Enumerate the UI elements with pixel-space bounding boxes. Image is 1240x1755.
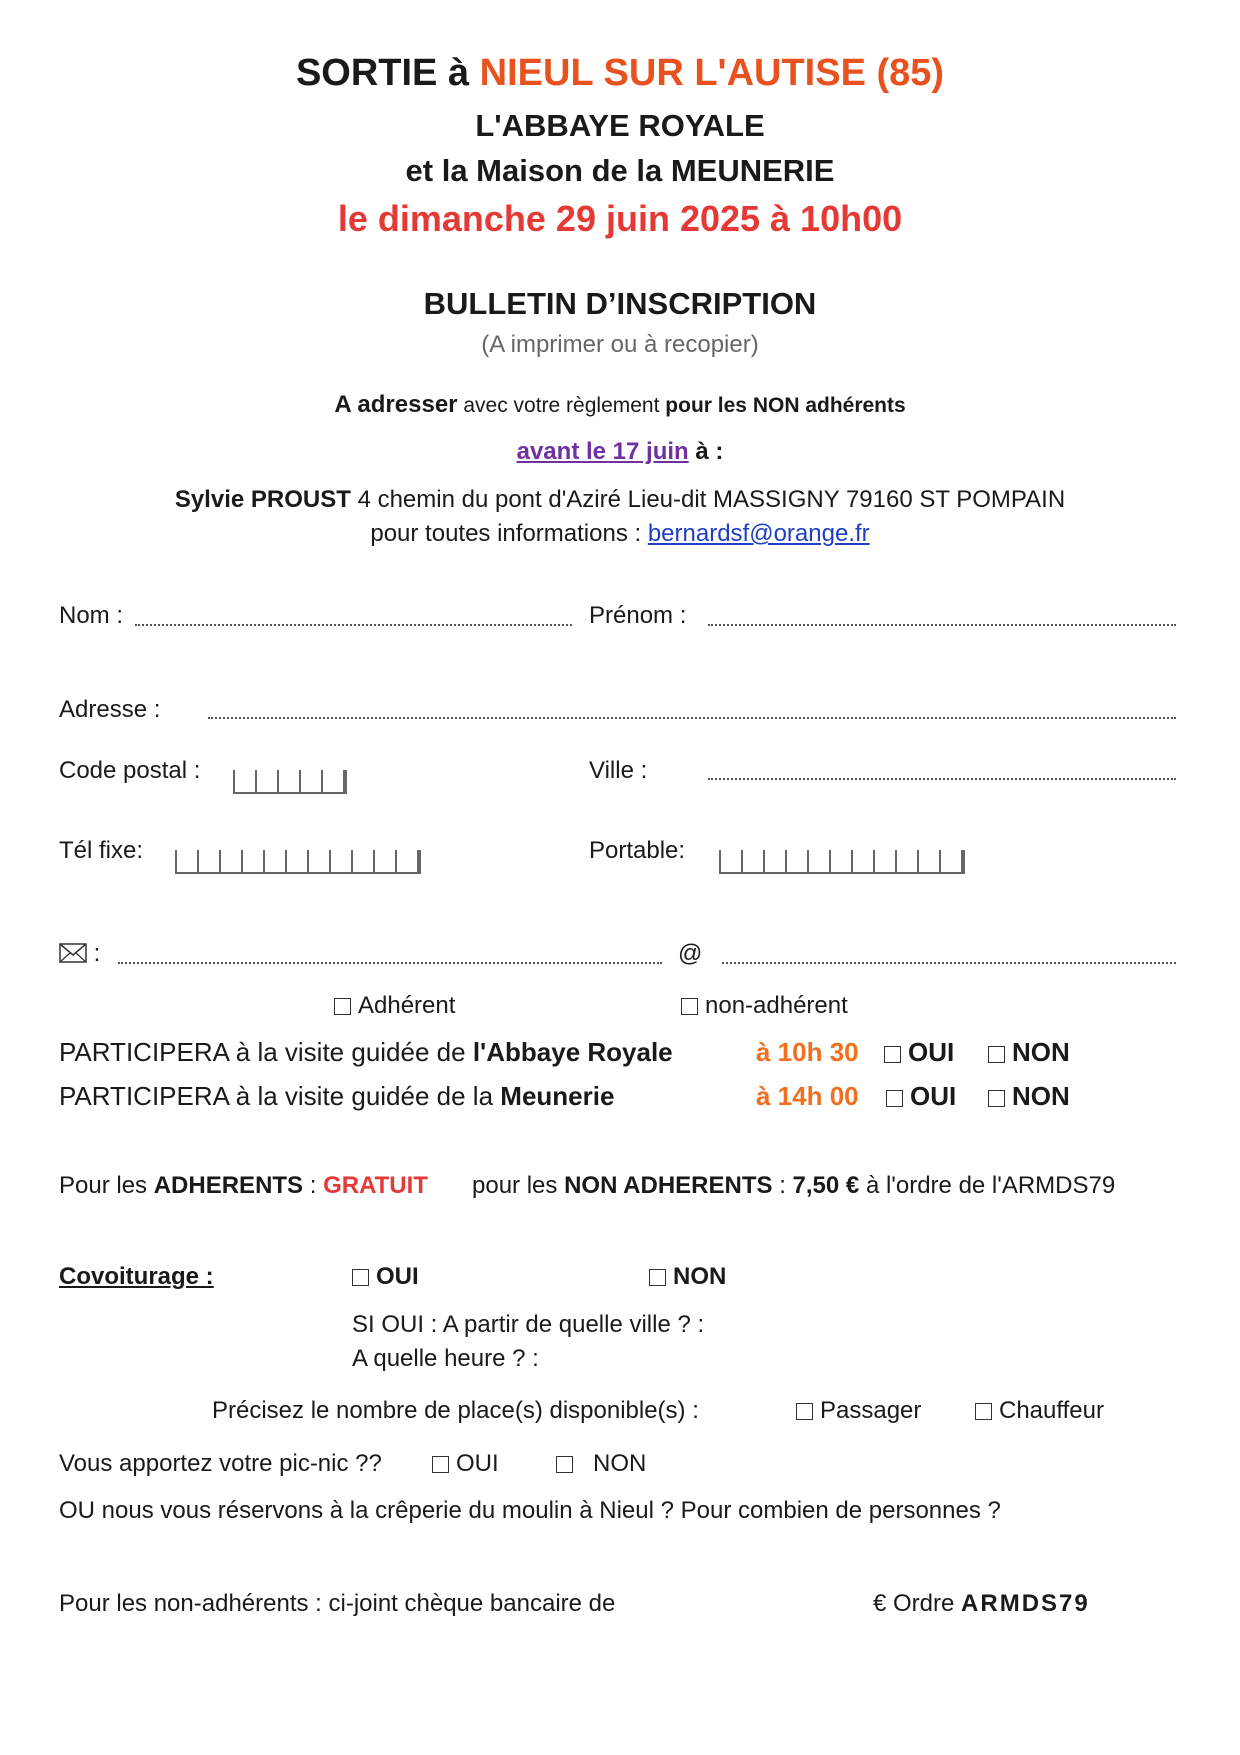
chauffeur-checkbox[interactable]: [975, 1403, 992, 1420]
contact-address: 4 chemin du pont d'Aziré Lieu-dit MASSIGNY 79160 ST POMPAIN: [357, 486, 1066, 513]
payment-ordre: ARMDS79: [961, 1590, 1090, 1617]
title-line-2: L'ABBAYE ROYALE: [475, 108, 765, 143]
info-line: [0, 520, 1240, 548]
address-intro-bold: A adresser: [334, 391, 458, 418]
picnic-non[interactable]: [556, 1450, 646, 1478]
email-row: [59, 940, 100, 968]
creperie-question: OU nous vous réservons à la crêperie du moulin à Nieul ? Pour combien de personnes ?: [59, 1497, 1001, 1524]
ville-label: Ville :: [589, 757, 648, 784]
nom-field[interactable]: [135, 624, 572, 626]
portable-field[interactable]: [719, 850, 965, 874]
picnic-non-checkbox[interactable]: [556, 1456, 573, 1473]
title-prefix: SORTIE à: [295, 52, 470, 94]
picnic-question: Vous apportez votre pic-nic ??: [59, 1450, 382, 1477]
bulletin-title: BULLETIN D’INSCRIPTION: [423, 286, 817, 321]
portable-label: Portable:: [589, 837, 686, 864]
bulletin-subtitle: (A imprimer ou à recopier): [481, 331, 759, 358]
adherent-label: Adhérent: [358, 992, 456, 1019]
chauffeur-label: Chauffeur: [999, 1397, 1104, 1424]
non-label: NON: [1012, 1081, 1070, 1111]
non-label: NON: [673, 1263, 727, 1290]
visit-abbaye-non-checkbox[interactable]: [988, 1046, 1005, 1063]
payment-order: [873, 1590, 1090, 1618]
payment-euro: € Ordre: [873, 1590, 955, 1617]
passager-label: Passager: [820, 1397, 922, 1424]
adresse-field[interactable]: [208, 717, 1176, 719]
picnic-oui[interactable]: [432, 1450, 499, 1478]
email-field-user[interactable]: [118, 962, 662, 964]
pricing-non-adherents: [472, 1172, 1115, 1200]
prenom-label: Prénom :: [589, 602, 687, 629]
adherent-option[interactable]: [334, 992, 455, 1020]
info-label: pour toutes informations :: [370, 520, 642, 547]
non-adherent-label: non-adhérent: [705, 992, 848, 1019]
contact-line: [0, 486, 1240, 514]
address-intro-bold-2: pour les NON adhérents: [665, 394, 906, 417]
info-email-link[interactable]: bernardsf@orange.fr: [647, 520, 870, 547]
visit-place: Meunerie: [500, 1081, 615, 1111]
pricing-bold: ADHERENTS: [153, 1172, 304, 1199]
passager-checkbox[interactable]: [796, 1403, 813, 1420]
non-label: NON: [1012, 1037, 1070, 1067]
at-sign: @: [678, 940, 703, 967]
title-place: NIEUL SUR L'AUTISE (85): [479, 52, 945, 94]
pricing-text: pour les: [472, 1172, 558, 1199]
visit-time-abbaye: à 10h 30: [756, 1037, 859, 1067]
visit-meunerie-oui[interactable]: [886, 1081, 956, 1112]
visit-time-meunerie: à 14h 00: [756, 1081, 859, 1111]
tel-field[interactable]: [175, 850, 421, 874]
event-date: le dimanche 29 juin 2025 à 10h00: [337, 198, 903, 239]
email-field-domain[interactable]: [722, 962, 1176, 964]
deadline-line: [0, 438, 1240, 466]
covoiturage-label: Covoiturage :: [59, 1263, 214, 1290]
code-postal-label: Code postal :: [59, 757, 201, 784]
picnic-oui-checkbox[interactable]: [432, 1456, 449, 1473]
email-colon: :: [93, 940, 101, 967]
non-adherent-option[interactable]: [681, 992, 848, 1020]
visit-prefix: PARTICIPERA à la visite guidée de la: [59, 1081, 494, 1111]
pricing-free: GRATUIT: [323, 1172, 428, 1199]
pricing-order: à l'ordre de l'ARMDS79: [865, 1172, 1116, 1199]
adresse-label: Adresse :: [59, 696, 161, 723]
title-line-3: et la Maison de la MEUNERIE: [405, 153, 835, 188]
covoiturage-oui-checkbox[interactable]: [352, 1269, 369, 1286]
visit-row-meunerie: [59, 1081, 614, 1112]
pricing-colon: :: [309, 1172, 317, 1199]
tel-label: Tél fixe:: [59, 837, 144, 864]
deadline-suffix: à :: [695, 438, 724, 465]
visit-meunerie-oui-checkbox[interactable]: [886, 1090, 903, 1107]
address-intro: [0, 391, 1240, 419]
non-label: NON: [593, 1450, 647, 1477]
pricing-text: Pour les: [59, 1172, 148, 1199]
covoiturage-heure: A quelle heure ? :: [352, 1345, 539, 1372]
visit-abbaye-oui[interactable]: [884, 1037, 954, 1068]
pricing-amount: 7,50 €: [792, 1172, 860, 1199]
covoiturage-ville: SI OUI : A partir de quelle ville ? :: [352, 1311, 705, 1338]
code-postal-field[interactable]: [233, 770, 347, 794]
oui-label: OUI: [376, 1263, 419, 1290]
oui-label: OUI: [456, 1450, 499, 1477]
address-intro-text: avec votre règlement: [463, 394, 660, 417]
covoiturage-non[interactable]: [649, 1263, 726, 1291]
oui-label: OUI: [910, 1081, 957, 1111]
chauffeur-option[interactable]: [975, 1397, 1104, 1425]
visit-abbaye-non[interactable]: [988, 1037, 1070, 1068]
visit-meunerie-non-checkbox[interactable]: [988, 1090, 1005, 1107]
covoiturage-non-checkbox[interactable]: [649, 1269, 666, 1286]
covoiturage-oui[interactable]: [352, 1263, 419, 1291]
oui-label: OUI: [908, 1037, 955, 1067]
non-adherent-checkbox[interactable]: [681, 998, 698, 1015]
visit-prefix: PARTICIPERA à la visite guidée de: [59, 1037, 466, 1067]
pricing-bold: NON ADHERENTS: [564, 1172, 773, 1199]
visit-row-abbaye: [59, 1037, 673, 1068]
adherent-checkbox[interactable]: [334, 998, 351, 1015]
pricing-adherents: [59, 1172, 428, 1200]
visit-meunerie-non[interactable]: [988, 1081, 1070, 1112]
places-label: Précisez le nombre de place(s) disponible(s) :: [212, 1397, 699, 1424]
contact-name: Sylvie PROUST: [174, 486, 351, 513]
prenom-field[interactable]: [708, 624, 1176, 626]
pricing-colon: :: [779, 1172, 786, 1199]
envelope-icon: [59, 940, 87, 968]
nom-label: Nom :: [59, 602, 124, 629]
title-line-1: [0, 52, 1240, 95]
passager-option[interactable]: [796, 1397, 921, 1425]
visit-place: l'Abbaye Royale: [472, 1037, 673, 1067]
visit-abbaye-oui-checkbox[interactable]: [884, 1046, 901, 1063]
payment-text: Pour les non-adhérents : ci-joint chèque bancaire de: [59, 1590, 616, 1617]
ville-field[interactable]: [708, 778, 1176, 780]
deadline: avant le 17 juin: [516, 438, 689, 465]
